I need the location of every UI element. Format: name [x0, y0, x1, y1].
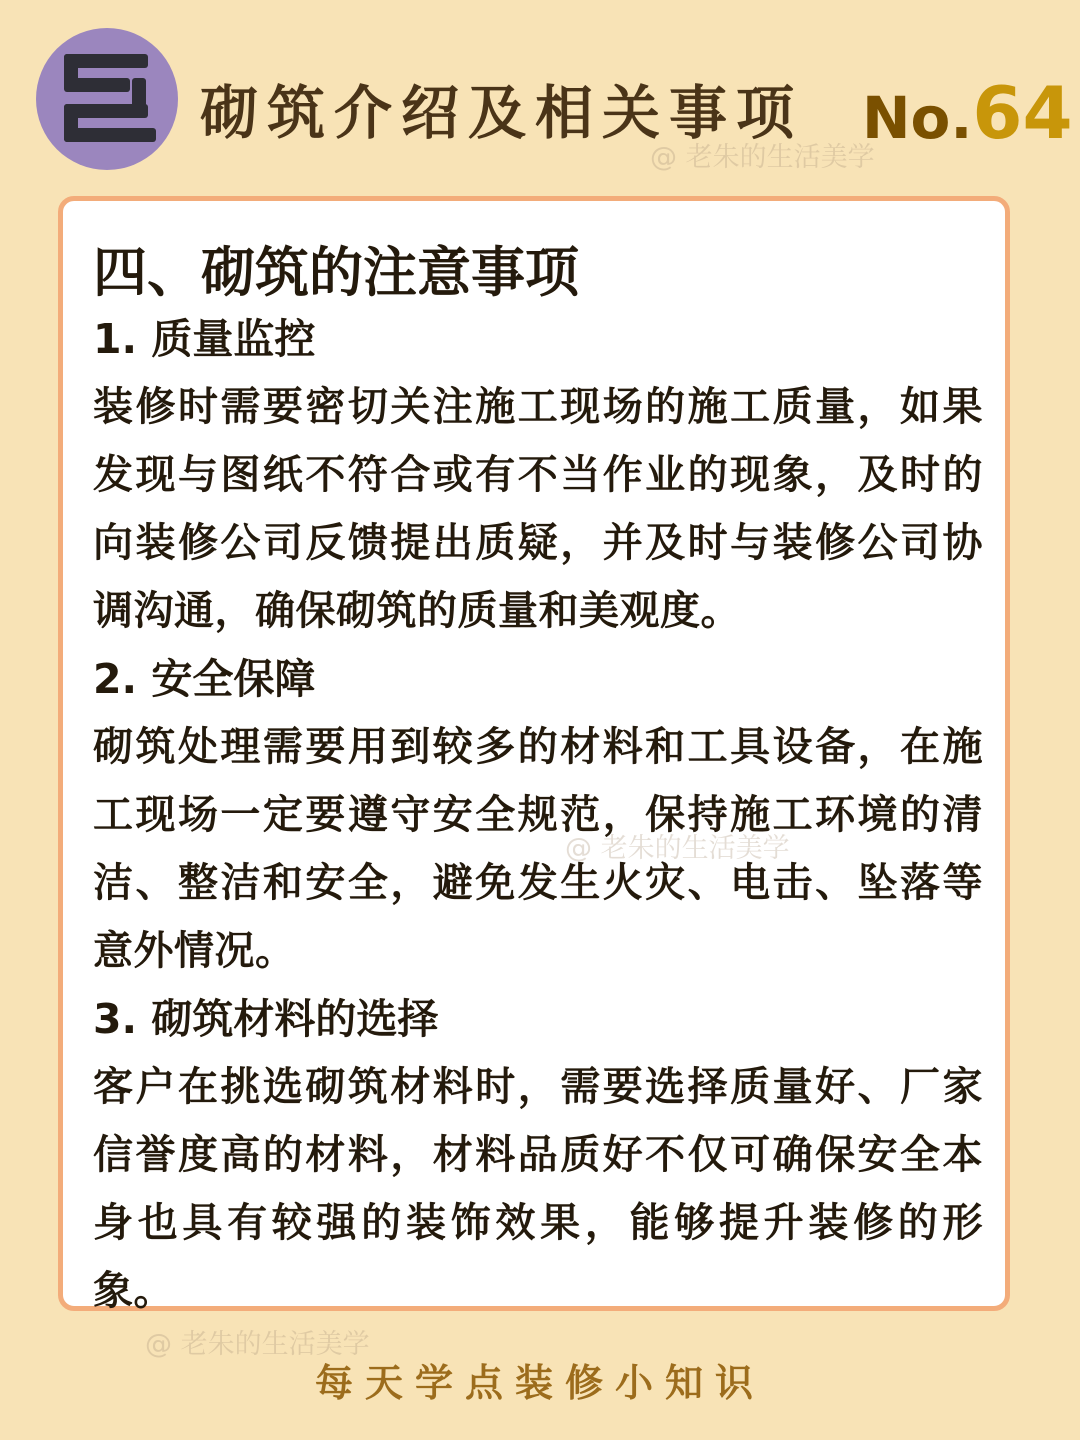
issue-prefix: No.: [862, 84, 973, 152]
item-heading-quality: 1. 质量监控: [93, 315, 316, 363]
logo-badge: [36, 28, 178, 170]
item-body-materials: 客户在挑选砌筑材料时，需要选择质量好、厂家信誉度高的材料，材料品质好不仅可确保安全本身也具有较强的装饰效果，能够提升装修的形象。: [93, 1064, 983, 1314]
page-title: 砌筑介绍及相关事项: [200, 79, 804, 147]
card-content: [93, 241, 983, 1325]
issue-number: [862, 71, 1073, 172]
item-heading-safety: 2. 安全保障: [93, 655, 316, 703]
item-body-safety: 砌筑处理需要用到较多的材料和工具设备，在施工现场一定要遵守安全规范，保持施工环境的清洁、整洁和安全，避免发生火灾、电击、坠落等意外情况。: [93, 724, 983, 974]
content-card: [58, 196, 1010, 1314]
item-body-quality: 装修时需要密切关注施工现场的施工质量，如果发现与图纸不符合或有不当作业的现象，及时的向装修公司反馈提出质疑，并及时与装修公司协调沟通，确保砌筑的质量和美观度。: [93, 384, 983, 634]
footer-slogan: 每天学点装修小知识: [314, 1361, 765, 1405]
brick-glyph-icon: [36, 28, 178, 170]
watermark: @ 老朱的生活美学: [145, 1329, 370, 1360]
watermark: @ 老朱的生活美学: [565, 833, 790, 864]
section-title: 四、砌筑的注意事项: [93, 241, 579, 304]
watermark: @ 老朱的生活美学: [650, 142, 875, 173]
issue-number-value: 64: [972, 71, 1073, 155]
item-heading-materials: 3. 砌筑材料的选择: [93, 995, 439, 1043]
